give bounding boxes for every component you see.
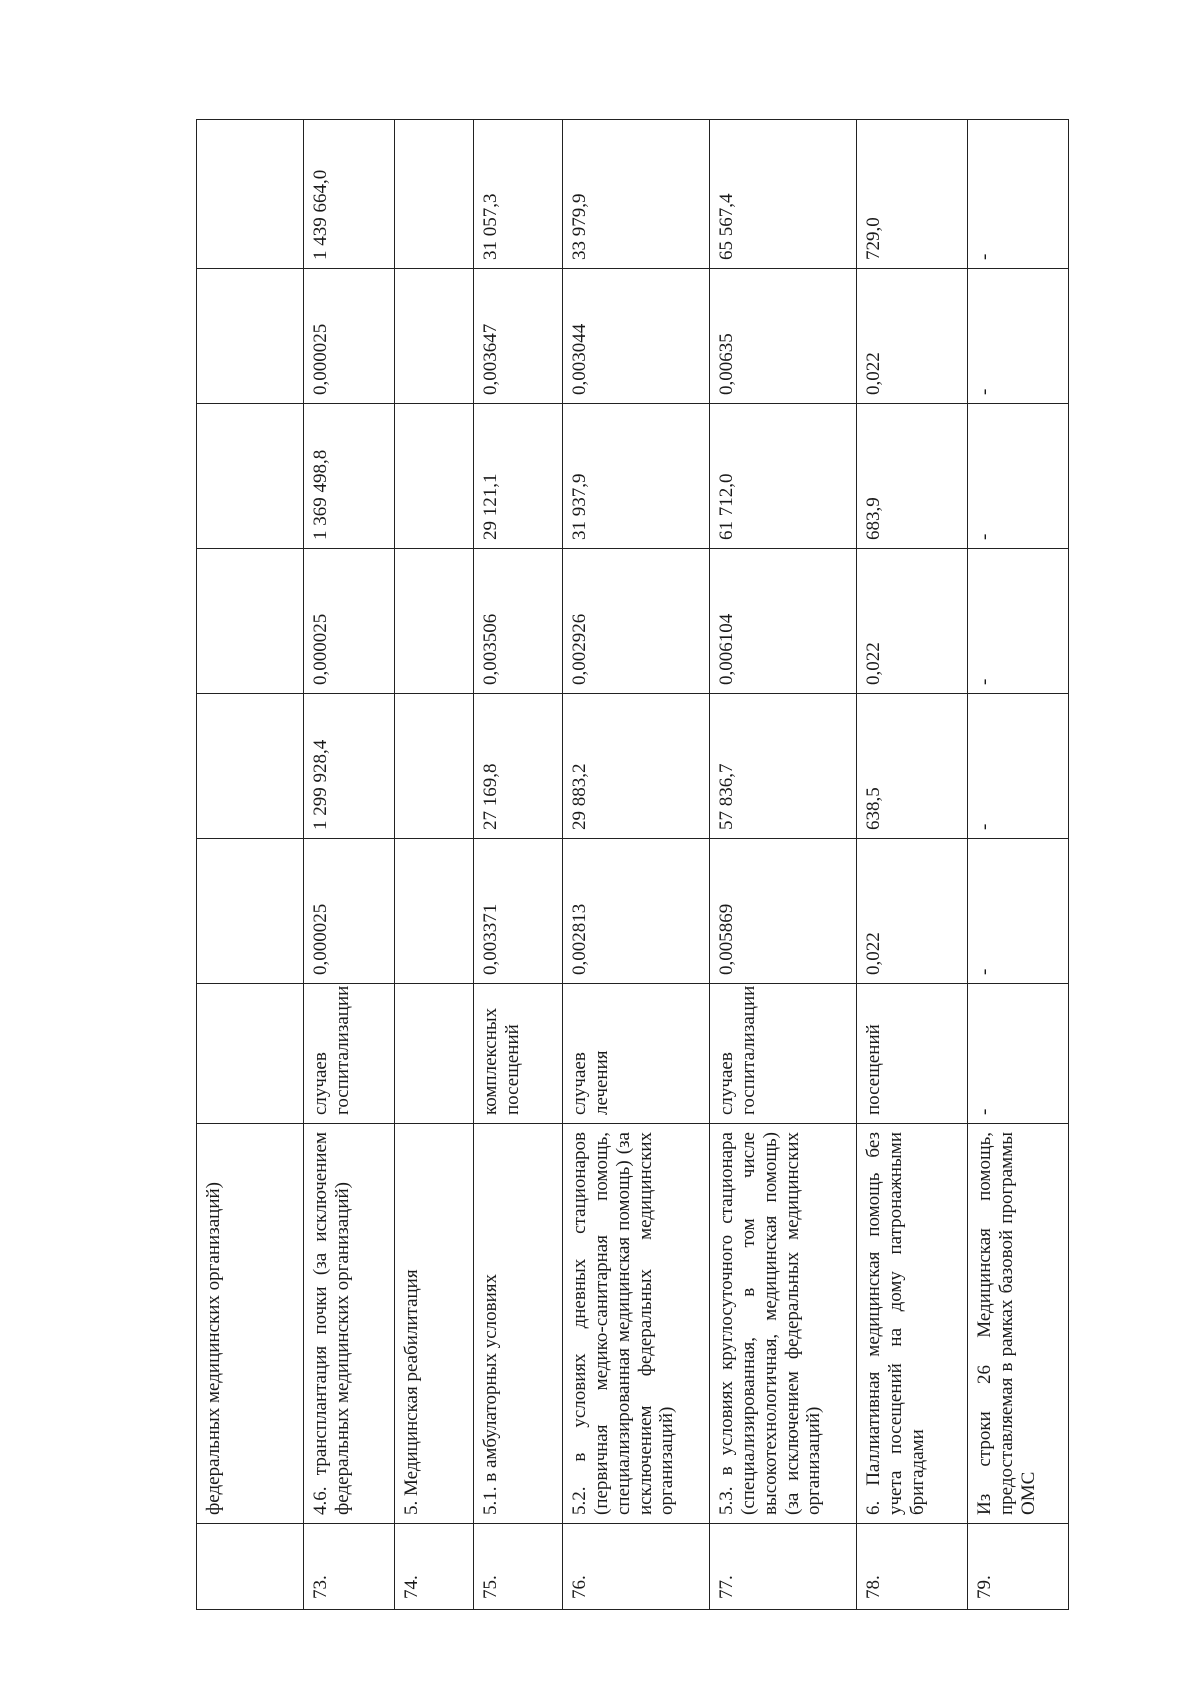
row-unit: комплексных посещений xyxy=(474,984,563,1124)
row-unit: случаев госпитализации xyxy=(304,984,395,1124)
row-value: 1 299 928,4 xyxy=(304,694,395,839)
row-value: - xyxy=(968,549,1069,694)
row-value: 29 883,2 xyxy=(563,694,710,839)
table-row-continued xyxy=(197,120,304,1610)
row-number: 78. xyxy=(857,1524,968,1610)
row-value xyxy=(197,404,304,549)
row-number: 73. xyxy=(304,1524,395,1610)
row-value: 683,9 xyxy=(857,404,968,549)
row-value: - xyxy=(968,269,1069,404)
row-value xyxy=(197,120,304,269)
row-value: - xyxy=(968,839,1069,984)
table-row xyxy=(710,120,857,1610)
row-value xyxy=(197,839,304,984)
row-value: 0,022 xyxy=(857,269,968,404)
row-value: 1 369 498,8 xyxy=(304,404,395,549)
row-unit xyxy=(197,984,304,1124)
row-name: 5.1. в амбулаторных условиях xyxy=(474,1124,563,1524)
row-number: 74. xyxy=(395,1524,474,1610)
row-name: Из строки 26 Медицинская помощь, предоставляемая в рамках базовой программы ОМС xyxy=(968,1124,1069,1524)
row-name: 5.2. в условиях дневных стационаров (первичная медико-санитарная помощь, специализированная медицинская помощь) (за исключением федеральных медицинских организаций) xyxy=(563,1124,710,1524)
row-unit: случаев лечения xyxy=(563,984,710,1124)
row-value xyxy=(395,549,474,694)
rotated-table-container xyxy=(196,120,1066,1610)
row-name: 5.3. в условиях круглосуточного стационара (специализированная, в том числе высокотехнологичная, медицинская помощь) (за исключением федеральных медицинских организаций) xyxy=(710,1124,857,1524)
row-value: 638,5 xyxy=(857,694,968,839)
row-value: 0,022 xyxy=(857,839,968,984)
row-value: 0,002926 xyxy=(563,549,710,694)
row-name: 5. Медицинская реабилитация xyxy=(395,1124,474,1524)
row-value: 65 567,4 xyxy=(710,120,857,269)
row-value: 0,003371 xyxy=(474,839,563,984)
table-row xyxy=(395,120,474,1610)
row-value: 0,003506 xyxy=(474,549,563,694)
row-value xyxy=(197,694,304,839)
row-value: 31 057,3 xyxy=(474,120,563,269)
data-table xyxy=(196,119,1069,1610)
row-unit: - xyxy=(968,984,1069,1124)
row-value: - xyxy=(968,404,1069,549)
row-value: - xyxy=(968,120,1069,269)
row-value: 31 937,9 xyxy=(563,404,710,549)
row-unit: случаев госпитализации xyxy=(710,984,857,1124)
row-value xyxy=(395,269,474,404)
row-value: 1 439 664,0 xyxy=(304,120,395,269)
row-unit: посещений xyxy=(857,984,968,1124)
table-row xyxy=(563,120,710,1610)
row-value xyxy=(197,549,304,694)
row-value: 0,002813 xyxy=(563,839,710,984)
row-name: 6. Паллиативная медицинская помощь без учета посещений на дому патронажными бригадами xyxy=(857,1124,968,1524)
row-value: 0,000025 xyxy=(304,839,395,984)
row-value: 0,00635 xyxy=(710,269,857,404)
row-value: 729,0 xyxy=(857,120,968,269)
row-value xyxy=(395,839,474,984)
row-value xyxy=(197,269,304,404)
row-value xyxy=(395,120,474,269)
row-value: 27 169,8 xyxy=(474,694,563,839)
row-value: 33 979,9 xyxy=(563,120,710,269)
row-unit xyxy=(395,984,474,1124)
table-body xyxy=(197,120,1069,1610)
row-value: 0,000025 xyxy=(304,549,395,694)
row-number: 79. xyxy=(968,1524,1069,1610)
row-value: 61 712,0 xyxy=(710,404,857,549)
row-value: 0,000025 xyxy=(304,269,395,404)
row-value: 29 121,1 xyxy=(474,404,563,549)
table-row xyxy=(474,120,563,1610)
table-row xyxy=(857,120,968,1610)
row-value: 0,006104 xyxy=(710,549,857,694)
row-number xyxy=(197,1524,304,1610)
row-name: 4.6. трансплантация почки (за исключением федеральных медицинских организаций) xyxy=(304,1124,395,1524)
row-value: 0,003044 xyxy=(563,269,710,404)
row-value: 0,005869 xyxy=(710,839,857,984)
row-value: - xyxy=(968,694,1069,839)
row-value: 0,022 xyxy=(857,549,968,694)
table-row xyxy=(304,120,395,1610)
row-value: 0,003647 xyxy=(474,269,563,404)
table-row xyxy=(968,120,1069,1610)
row-name: федеральных медицинских организаций) xyxy=(197,1124,304,1524)
row-number: 76. xyxy=(563,1524,710,1610)
row-value: 57 836,7 xyxy=(710,694,857,839)
row-value xyxy=(395,694,474,839)
row-number: 75. xyxy=(474,1524,563,1610)
row-number: 77. xyxy=(710,1524,857,1610)
row-value xyxy=(395,404,474,549)
